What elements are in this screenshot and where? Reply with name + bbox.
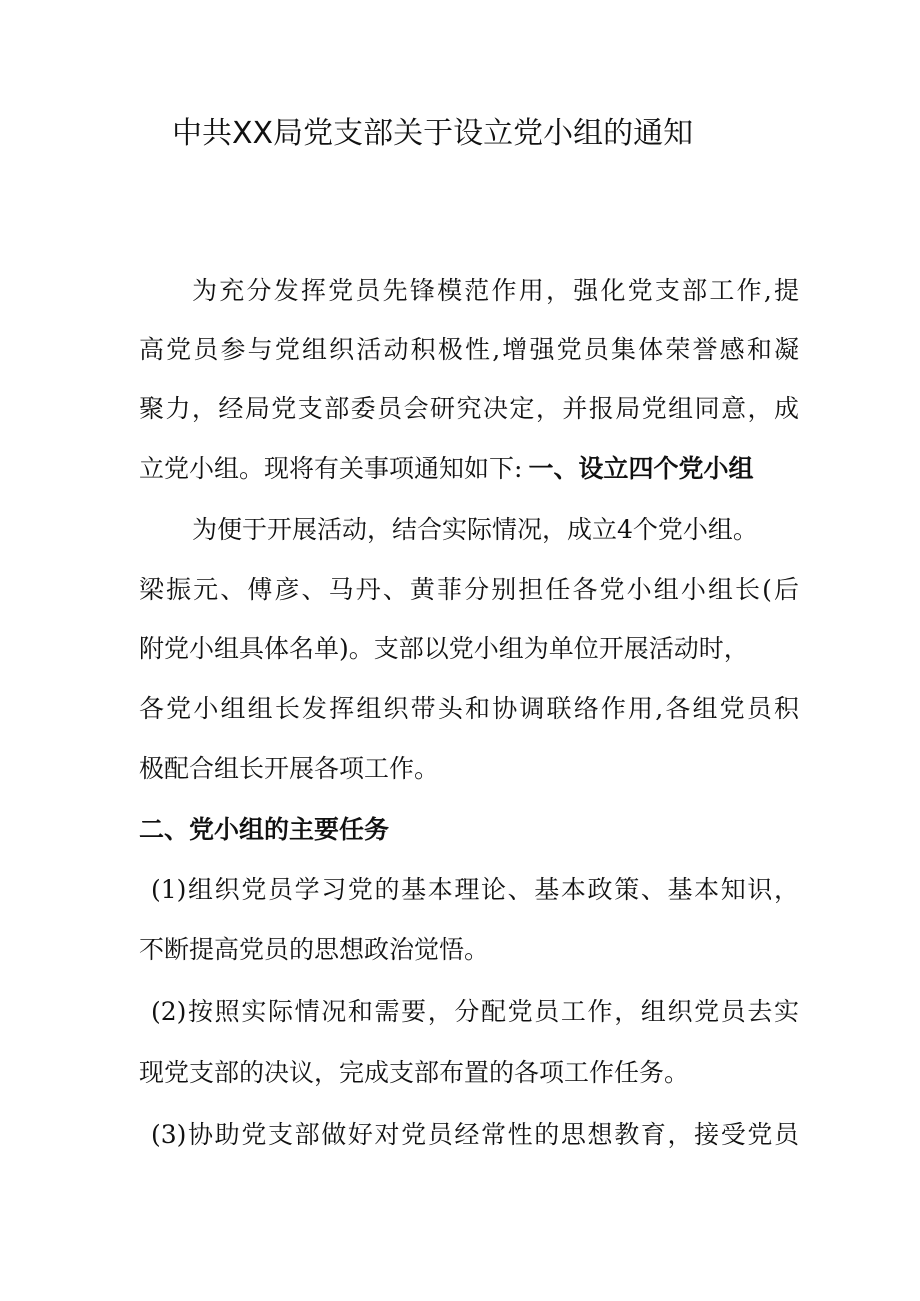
section-heading: 一、设立四个党小组	[528, 454, 754, 483]
paragraph-line: 现党支部的决议，完成支部布置的各项工作任务。	[139, 1058, 690, 1087]
paragraph-line: 不断提高党员的思想政治觉悟。	[139, 935, 490, 964]
paragraph-line	[139, 449, 799, 489]
paragraph-line: 为充分发挥党员先锋模范作用，强化党支部工作,提	[192, 276, 799, 305]
paragraph-line: 聚力，经局党支部委员会研究决定，并报局党组同意，成	[139, 394, 799, 423]
paragraph-line: (3)协助党支部做好对党员经常性的思想教育，接受党员	[151, 1120, 799, 1149]
paragraph-line: 为便于开展活动，结合实际情况，成立4个党小组。	[192, 515, 758, 544]
document-title: 中共XX局党支部关于设立党小组的通知	[172, 116, 694, 151]
paragraph-line: 高党员参与党组织活动积极性,增强党员集体荣誉感和凝	[139, 335, 799, 364]
paragraph-text: 立党小组。现将有关事项通知如下:	[139, 454, 523, 483]
paragraph-line: (2)按照实际情况和需要，分配党员工作，组织党员去实	[151, 997, 799, 1026]
paragraph-line: 极配合组长开展各项工作。	[139, 754, 440, 783]
paragraph-line: 附党小组具体名单)。支部以党小组为单位开展活动时，	[139, 634, 749, 663]
paragraph-line: 梁振元、傅彦、马丹、黄菲分别担任各党小组小组长(后	[139, 575, 799, 604]
paragraph-line: 各党小组组长发挥组织带头和协调联络作用,各组党员积	[139, 694, 799, 723]
section-heading: 二、党小组的主要任务	[139, 815, 390, 844]
paragraph-line: (1)组织党员学习党的基本理论、基本政策、基本知识，	[151, 875, 799, 904]
